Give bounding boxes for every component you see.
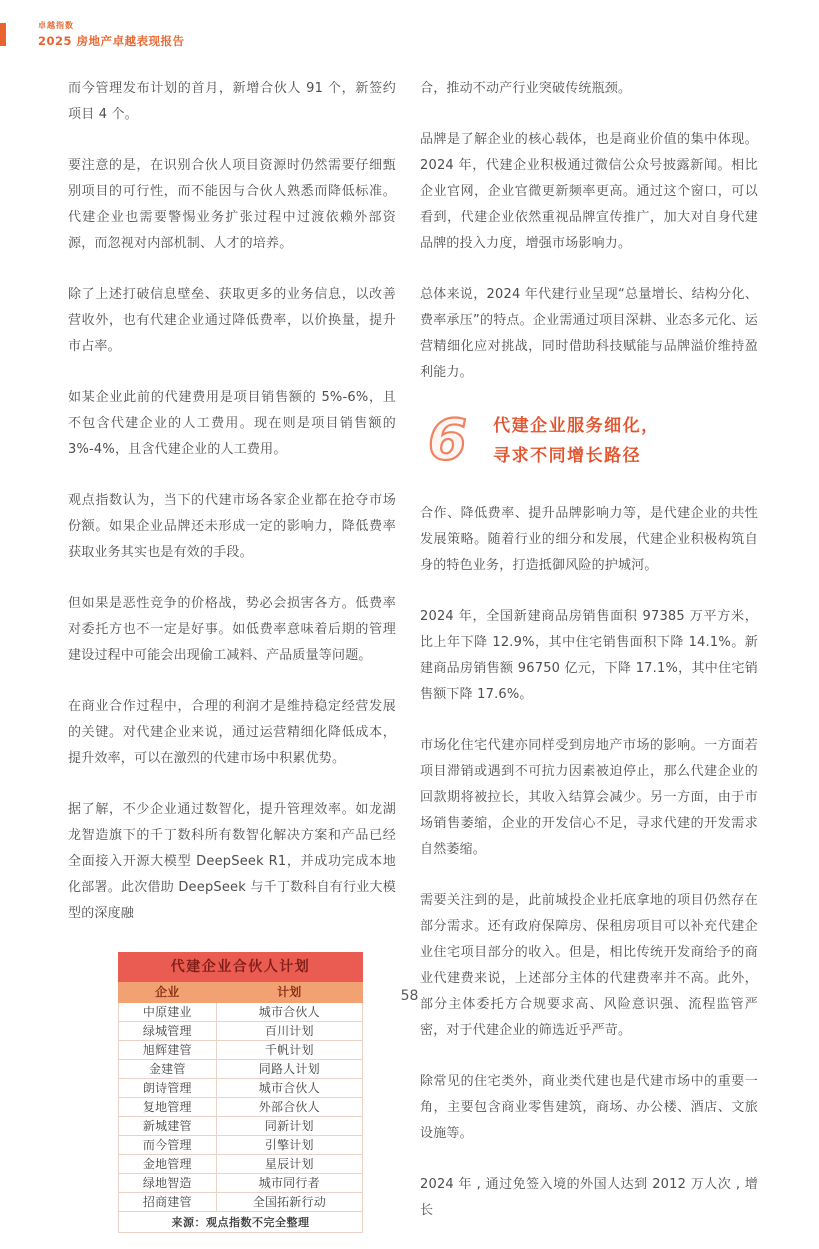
table-row: [119, 1193, 363, 1212]
table-cell: 城市合伙人: [216, 1079, 362, 1098]
table-source-row: [119, 1212, 363, 1233]
section-title-line1: 代建企业服务细化，: [493, 416, 660, 436]
section-heading: [422, 408, 758, 473]
report-title: 2025 房地产卓越表现报告: [38, 34, 185, 48]
section-title-line2: 寻求不同增长路径: [493, 446, 642, 466]
table-header-plan: 计划: [216, 983, 362, 1003]
right-column-paragraphs-bottom: [420, 501, 758, 1224]
table-cell: 绿城管理: [119, 1022, 217, 1041]
table-cell: 中原建业: [119, 1003, 217, 1022]
section-title: [493, 411, 660, 471]
right-column: [420, 76, 758, 1249]
paragraph: 观点指数认为，当下的代建市场各家企业都在抢夺市场份额。如果企业品牌还未形成一定的影响力，降低费率获取业务其实也是有效的手段。: [68, 493, 396, 560]
table-row: [119, 1098, 363, 1117]
table: [118, 982, 363, 1233]
paragraph: 合作、降低费率、提升品牌影响力等，是代建企业的共性发展策略。随着行业的细分和发展，代建企业积极构筑自身的特色业务，打造抵御风险的护城河。: [420, 506, 758, 573]
table-row: [119, 1060, 363, 1079]
table-source: 来源：观点指数不完全整理: [119, 1212, 363, 1233]
table-title: 代建企业合伙人计划: [118, 952, 363, 982]
table-cell: 城市同行者: [216, 1174, 362, 1193]
section-number: 6: [428, 408, 468, 473]
paragraph: 除常见的住宅类外，商业类代建也是代建市场中的重要一角，主要包含商业零售建筑，商场、办公楼、酒店、文旅设施等。: [420, 1074, 758, 1141]
page-number: 58: [400, 988, 419, 1004]
table-cell: 金地管理: [119, 1155, 217, 1174]
paragraph: 2024 年 , 通过免签入境的外国人达到 2012 万人次 , 增长: [420, 1177, 758, 1218]
table-cell: 朗诗管理: [119, 1079, 217, 1098]
right-column-paragraphs-top: [420, 76, 758, 386]
paragraph: 2024 年，全国新建商品房销售面积 97385 万平方米，比上年下降 12.9%，其中住宅销售面积下降 14.1%。新建商品房销售额 96750 亿元，下降 17.1%，其中住宅销售额下降 17.6%。: [420, 609, 758, 702]
table-cell: 复地管理: [119, 1098, 217, 1117]
table-foot: [119, 1212, 363, 1233]
table-cell: 全国拓新行动: [216, 1193, 362, 1212]
table-cell: 千帆计划: [216, 1041, 362, 1060]
paragraph: 市场化住宅代建亦同样受到房地产市场的影响。一方面若项目滞销或遇到不可抗力因素被迫停止，那么代建企业的回款期将被拉长，其收入结算会减少。另一方面，由于市场销售萎缩，企业的开发信心不足，寻求代建的开发需求自然萎缩。: [420, 738, 758, 857]
paragraph: 要注意的是，在识别合伙人项目资源时仍然需要仔细甄别项目的可行性，而不能因与合伙人熟悉而降低标准。代建企业也需要警惕业务扩张过程中过渡依赖外部资源，而忽视对内部机制、人才的培养。: [68, 158, 396, 251]
table-cell: 新城建管: [119, 1117, 217, 1136]
left-column-paragraphs: [68, 76, 396, 927]
report-brand: [38, 20, 185, 49]
brand-accent-bar: [0, 23, 6, 46]
table-row: [119, 1155, 363, 1174]
table-cell: 百川计划: [216, 1022, 362, 1041]
paragraph: 除了上述打破信息壁垒、获取更多的业务信息，以改善营收外，也有代建企业通过降低费率，以价换量，提升市占率。: [68, 287, 396, 354]
table-cell: 旭辉建管: [119, 1041, 217, 1060]
table-row: [119, 1174, 363, 1193]
table-header-company: 企业: [119, 983, 217, 1003]
table-cell: 同路人计划: [216, 1060, 362, 1079]
table-cell: 而今管理: [119, 1136, 217, 1155]
brand-small-label: 卓越指数: [38, 21, 74, 30]
paragraph: 合，推动不动产行业突破传统瓶颈。: [420, 81, 632, 96]
table-cell: 绿地智造: [119, 1174, 217, 1193]
table-body: [119, 1003, 363, 1212]
paragraph: 需要关注到的是，此前城投企业托底拿地的项目仍然存在部分需求。还有政府保障房、保租房项目可以补充代建企业住宅项目部分的收入。但是，相比传统开发商给予的商业代建费来说，上述部分主体的代建费率并不高。此外，部分主体委托方合规要求高、风险意识强、流程监管严密，对于代建企业的筛选近乎严苛。: [420, 893, 758, 1038]
table-cell: 金建管: [119, 1060, 217, 1079]
table-cell: 星辰计划: [216, 1155, 362, 1174]
table-cell: 外部合伙人: [216, 1098, 362, 1117]
table-cell: 城市合伙人: [216, 1003, 362, 1022]
table-cell: 同新计划: [216, 1117, 362, 1136]
table-row: [119, 1041, 363, 1060]
paragraph: 但如果是恶性竞争的价格战，势必会损害各方。低费率对委托方也不一定是好事。如低费率意味着后期的管理建设过程中可能会出现偷工减料、产品质量等问题。: [68, 596, 396, 663]
paragraph: 在商业合作过程中，合理的利润才是维持稳定经营发展的关键。对代建企业来说，通过运营精细化降低成本，提升效率，可以在激烈的代建市场中积累优势。: [68, 699, 396, 766]
table-row: [119, 1117, 363, 1136]
left-column: [68, 76, 396, 1233]
table-row: [119, 1022, 363, 1041]
table-row: [119, 1003, 363, 1022]
paragraph: 据了解，不少企业通过数智化，提升管理效率。如龙湖龙智造旗下的千丁数科所有数智化解决方案和产品已经全面接入开源大模型 DeepSeek R1，并成功完成本地化部署。此次借助 DeepSeek 与千丁数科自有行业大模型的深度融: [68, 802, 396, 921]
paragraph: 总体来说，2024 年代建行业呈现“总量增长、结构分化、费率承压”的特点。企业需通过项目深耕、业态多元化、运营精细化应对挑战，同时借助科技赋能与品牌溢价维持盈利能力。: [420, 287, 758, 380]
table-row: [119, 1136, 363, 1155]
table-cell: 招商建管: [119, 1193, 217, 1212]
paragraph: 如某企业此前的代建费用是项目销售额的 5%-6%，且不包含代建企业的人工费用。现在则是项目销售额的 3%-4%，且含代建企业的人工费用。: [68, 390, 396, 457]
paragraph: 品牌是了解企业的核心载体，也是商业价值的集中体现。2024 年，代建企业积极通过微信公众号披露新闻。相比企业官网，企业官微更新频率更高。通过这个窗口，可以看到，代建企业依然重视品牌宣传推广，加大对自身代建品牌的投入力度，增强市场影响力。: [420, 132, 758, 251]
paragraph: 而今管理发布计划的首月，新增合伙人 91 个，新签约项目 4 个。: [68, 81, 396, 122]
table-cell: 引擎计划: [216, 1136, 362, 1155]
table-row: [119, 1079, 363, 1098]
